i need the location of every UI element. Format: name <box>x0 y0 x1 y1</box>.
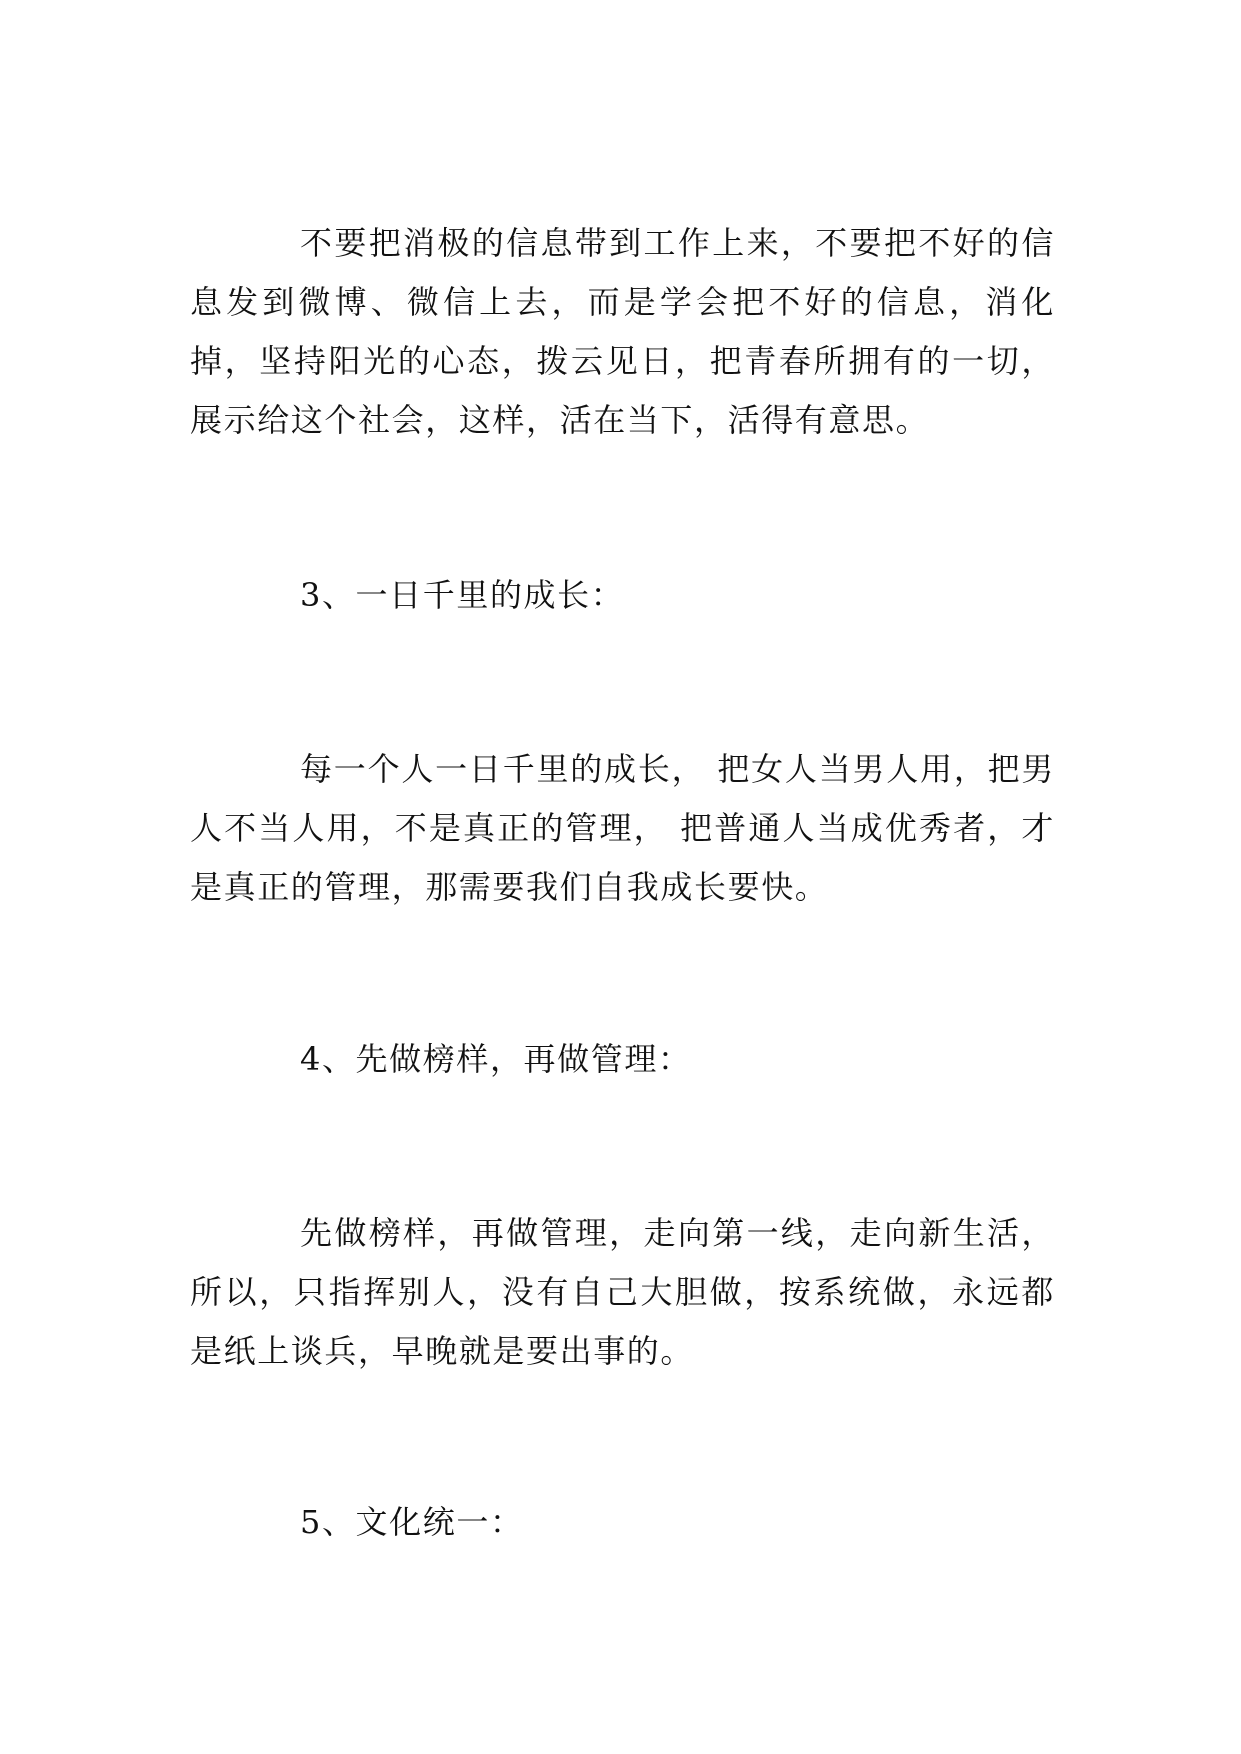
paragraph-rapid-growth: 每一个人一日千里的成长， 把女人当男人用，把男人不当人用，不是真正的管理， 把普通人当成优秀者，才是真正的管理，那需要我们自我成长要快。 <box>190 750 1055 906</box>
section-heading-3: 3、一日千里的成长： <box>300 576 625 614</box>
paragraph-positive-attitude: 不要把消极的信息带到工作上来，不要把不好的信息发到微博、微信上去，而是学会把不好的信息，消化掉，坚持阳光的心态，拨云见日，把青春所拥有的一切， 展示给这个社会，这样，活在当下，活得有意思。 <box>190 224 1055 439</box>
section-heading-4: 4、先做榜样，再做管理： <box>300 1040 692 1078</box>
paragraph-lead-by-example: 先做榜样，再做管理，走向第一线，走向新生活，所以，只指挥别人，没有自己大胆做，按系统做，永远都是纸上谈兵，早晚就是要出事的。 <box>190 1214 1055 1370</box>
section-heading-5: 5、文化统一： <box>300 1503 524 1541</box>
